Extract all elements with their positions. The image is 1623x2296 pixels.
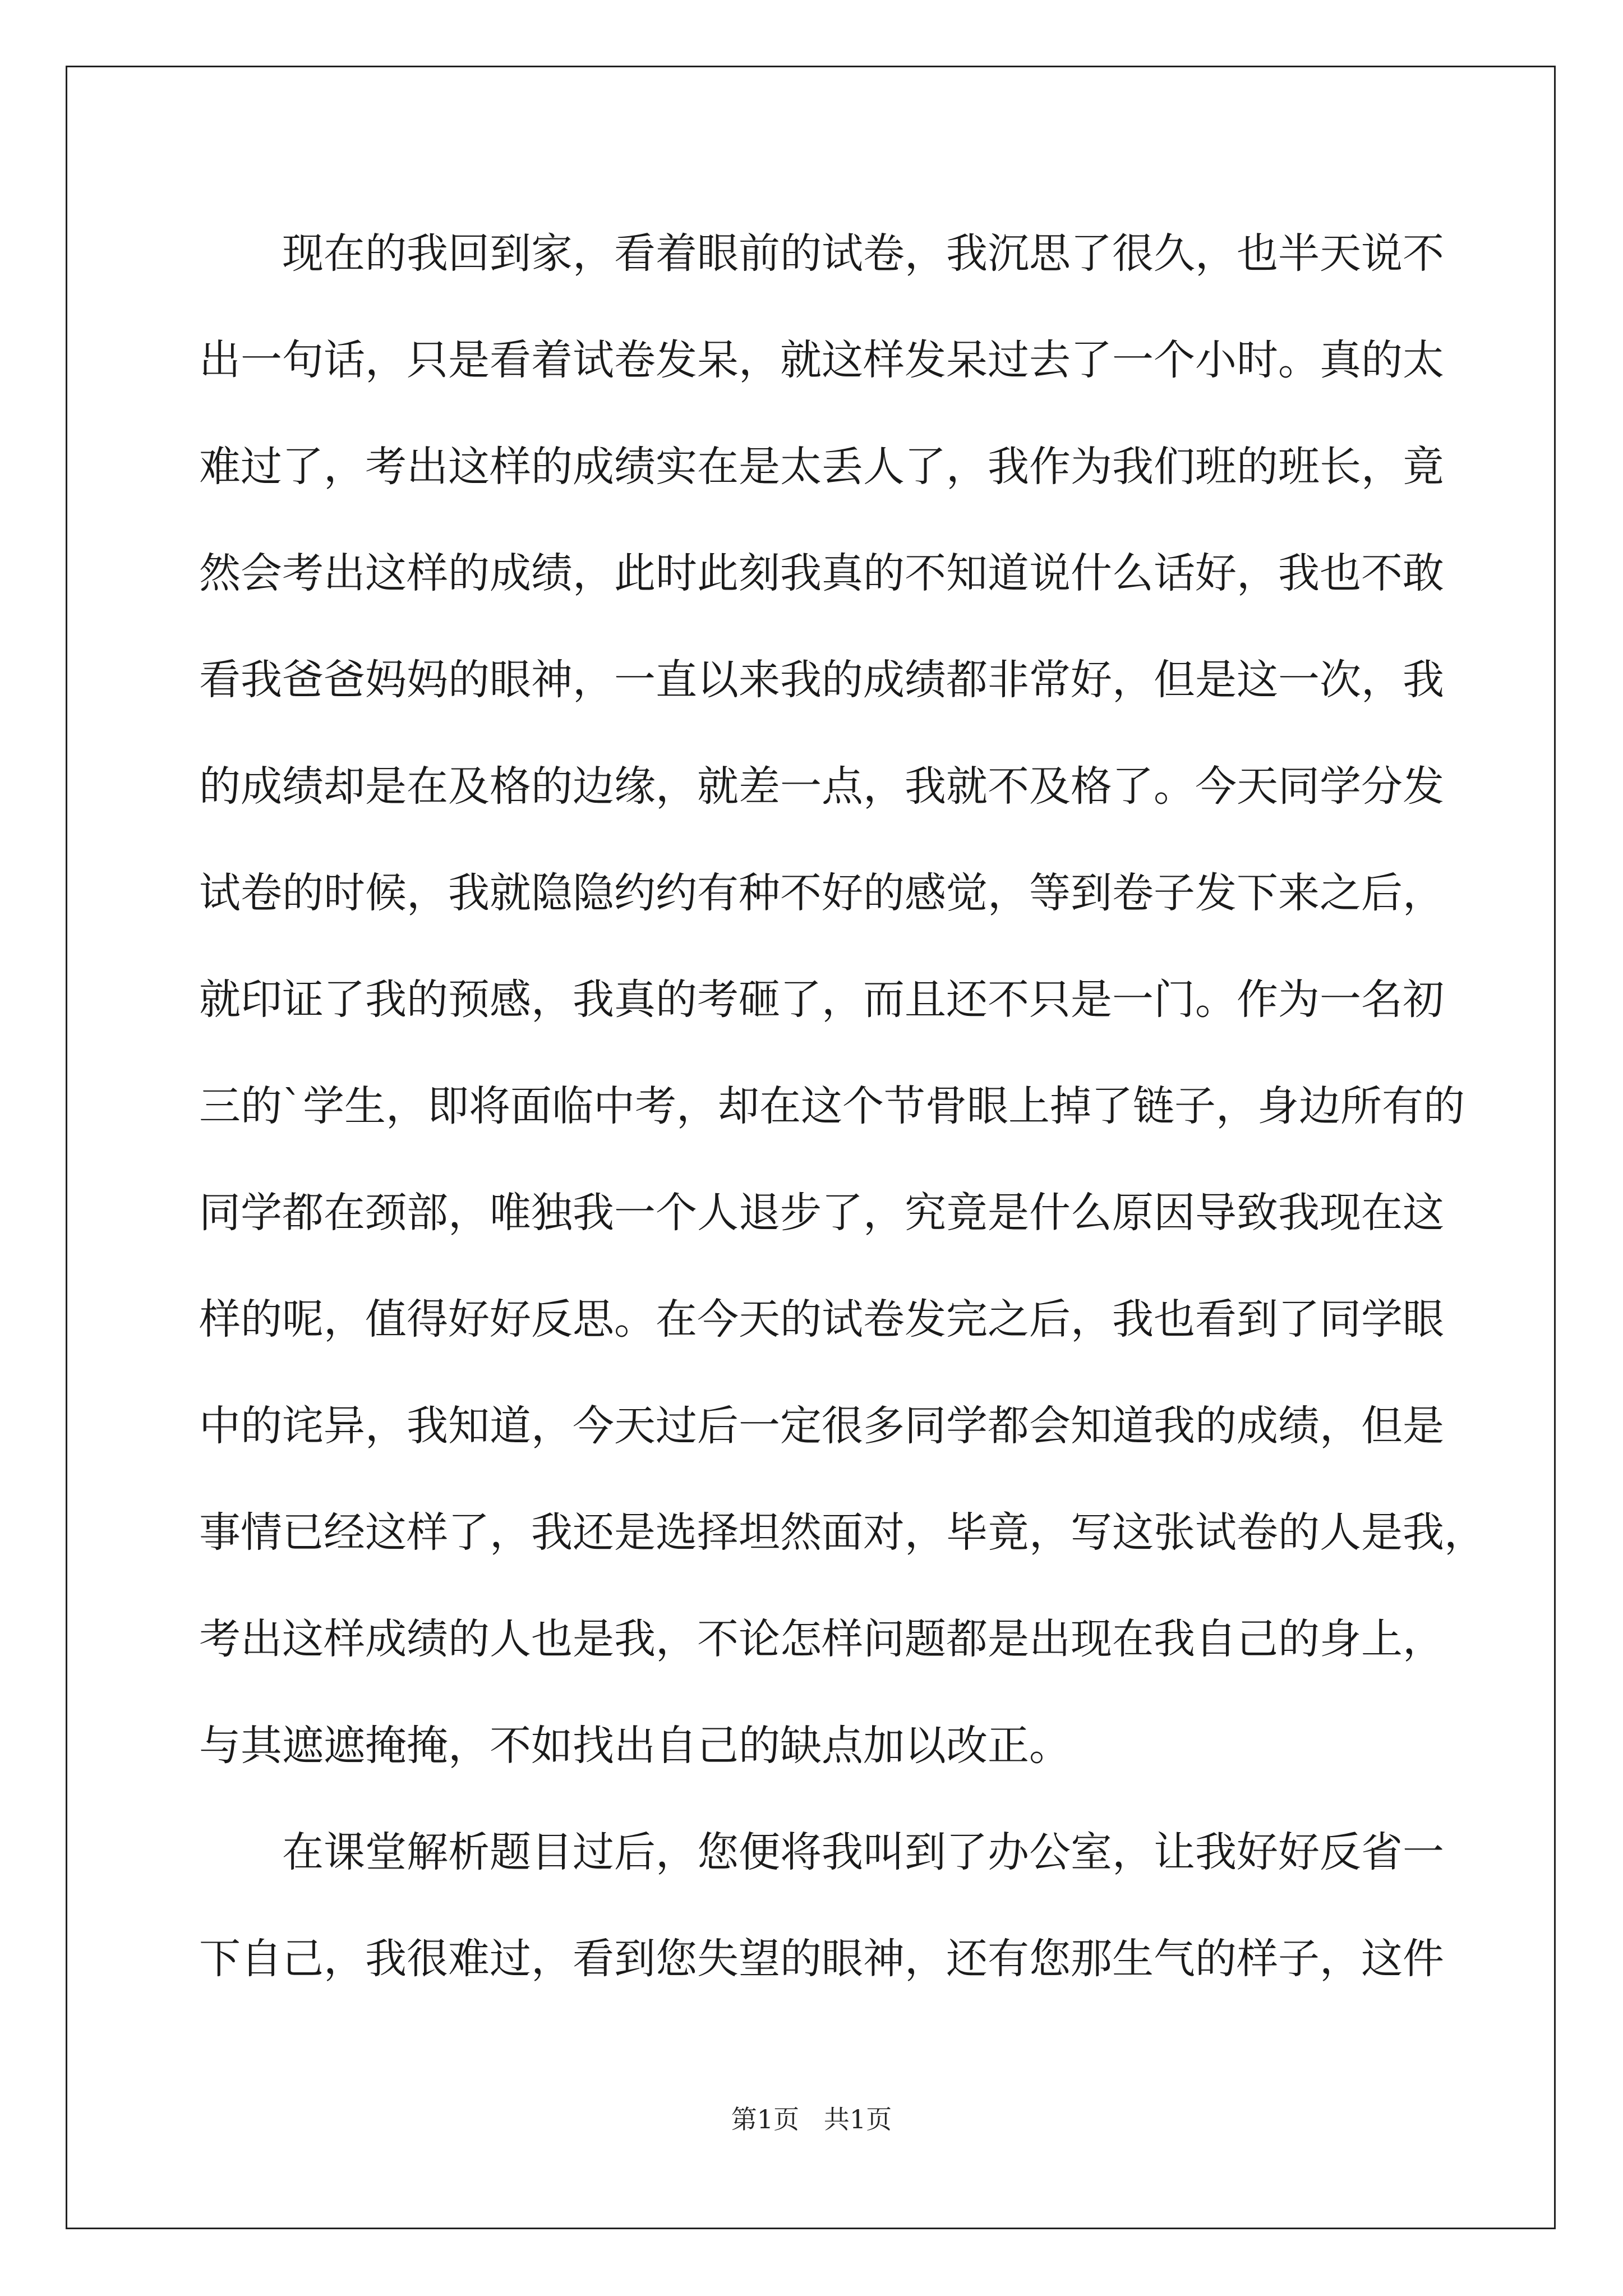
text-line: 同学都在颈部，唯独我一个人退步了，究竟是什么原因导致我现在这 bbox=[199, 1189, 1444, 1237]
text-line: 样的呢，值得好好反思。在今天的试卷发完之后，我也看到了同学眼 bbox=[199, 1295, 1444, 1343]
text-line: 在课堂解析题目过后，您便将我叫到了办公室，让我好好反省一 bbox=[282, 1828, 1444, 1876]
text-line: 看我爸爸妈妈的眼神，一直以来我的成绩都非常好，但是这一次，我 bbox=[199, 656, 1444, 704]
text-line: 就印证了我的预感，我真的考砸了，而且还不只是一门。作为一名初 bbox=[199, 976, 1444, 1024]
text-line: 考出这样成绩的人也是我，不论怎样问题都是出现在我自己的身上， bbox=[199, 1615, 1444, 1663]
text-line: 现在的我回到家，看着眼前的试卷，我沉思了很久，也半天说不 bbox=[282, 229, 1444, 278]
text-line: 难过了，考出这样的成绩实在是太丢人了，我作为我们班的班长，竟 bbox=[199, 443, 1444, 491]
text-line: 中的诧异，我知道，今天过后一定很多同学都会知道我的成绩，但是 bbox=[199, 1402, 1444, 1450]
text-line: 事情已经这样了，我还是选择坦然面对，毕竟，写这张试卷的人是我， bbox=[199, 1508, 1486, 1557]
page-number-footer: 第1页 共1页 bbox=[731, 2104, 892, 2134]
document-body bbox=[199, 214, 1486, 2026]
paragraph-1 bbox=[199, 214, 1486, 1813]
text-line: 下自己，我很难过，看到您失望的眼神，还有您那生气的样子，这件 bbox=[199, 1935, 1444, 1983]
paragraph-2 bbox=[199, 1813, 1444, 2026]
text-line: 三的`学生，即将面临中考，却在这个节骨眼上掉了链子，身边所有的 bbox=[199, 1082, 1465, 1130]
text-line: 出一句话，只是看着试卷发呆，就这样发呆过去了一个小时。真的太 bbox=[199, 336, 1444, 384]
text-line: 的成绩却是在及格的边缘，就差一点，我就不及格了。今天同学分发 bbox=[199, 762, 1444, 811]
text-line: 与其遮遮掩掩，不如找出自己的缺点加以改正。 bbox=[199, 1722, 1071, 1770]
text-line: 然会考出这样的成绩，此时此刻我真的不知道说什么话好，我也不敢 bbox=[199, 549, 1444, 597]
text-line: 试卷的时候，我就隐隐约约有种不好的感觉，等到卷子发下来之后， bbox=[199, 869, 1444, 917]
